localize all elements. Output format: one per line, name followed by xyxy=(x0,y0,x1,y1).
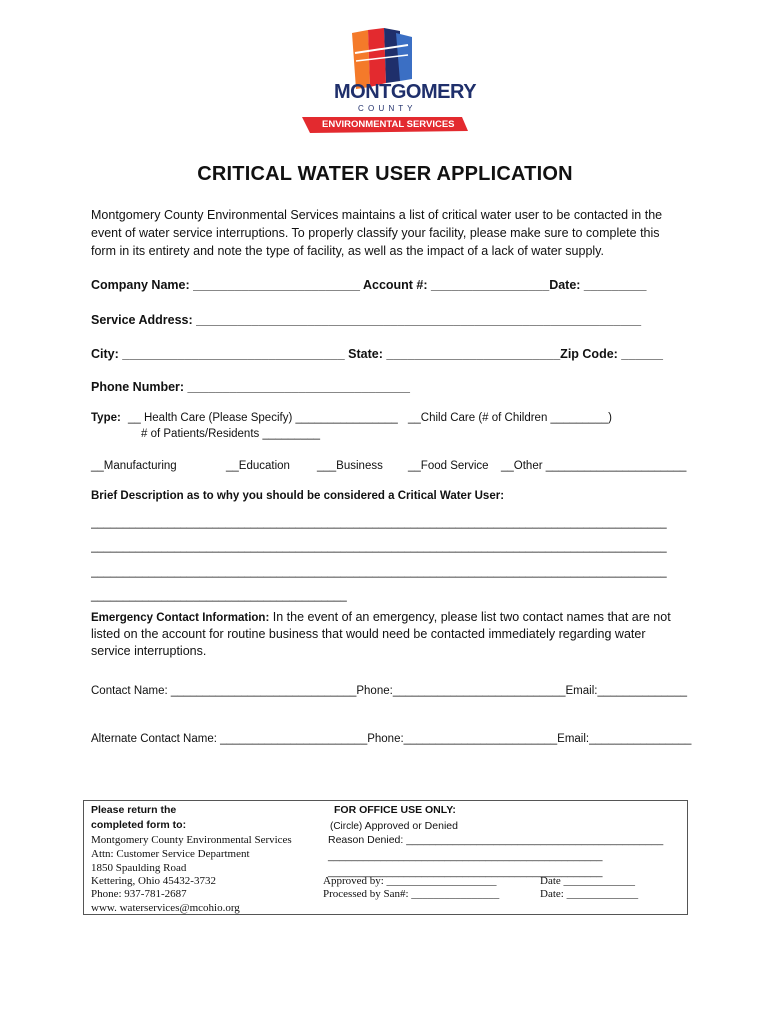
food-service-option[interactable]: __Food Service xyxy=(408,460,489,472)
description-label: Brief Description as to why you should be considered a Critical Water User: xyxy=(91,490,505,502)
logo-text-montgomery: MONTGOMERY xyxy=(334,81,477,103)
approved-by-field[interactable]: Approved by: ____________________ xyxy=(323,875,497,887)
description-line-2[interactable]: __________________________________________________________________________________________ xyxy=(91,541,667,553)
emergency-text-line-1 xyxy=(91,610,671,624)
intro-line-2: event of water service interruptions. To properly classify your facility, please make sure to complete this xyxy=(91,226,660,240)
emergency-text-line-3: service interruptions. xyxy=(91,644,207,658)
return-address-line-3: 1850 Spaulding Road xyxy=(91,862,187,874)
logo-text-county: C O U N T Y xyxy=(358,104,414,113)
page-title: CRITICAL WATER USER APPLICATION xyxy=(197,163,573,185)
return-address-line-1: Montgomery County Environmental Services xyxy=(91,834,292,846)
description-line-1[interactable]: __________________________________________________________________________________________ xyxy=(91,517,667,529)
reason-denied-line-2[interactable]: _______________________________________________ xyxy=(328,850,603,862)
city-state-zip-field[interactable]: City: ________________________________ State: _________________________Zip Code: ______ xyxy=(91,347,663,361)
health-care-option[interactable]: __ Health Care (Please Specify) ________________ xyxy=(128,412,398,424)
circle-label: (Circle) xyxy=(330,821,363,832)
emergency-text-line-2: listed on the account for routine business that would need be contacted immediately regarding water xyxy=(91,627,646,641)
date-field-2[interactable]: Date: _____________ xyxy=(540,888,639,900)
date-field-1[interactable]: Date _____________ xyxy=(540,875,636,887)
return-heading-1: Please return the xyxy=(91,804,177,816)
emergency-text-1: In the event of an emergency, please list two contact names that are not xyxy=(272,610,671,624)
intro-line-3: form in its entirety and note the type of facility, as well as the impact of a lack of water supply. xyxy=(91,244,604,258)
service-address-field[interactable]: Service Address: ________________________________________________________________ xyxy=(91,313,642,327)
patients-residents-field[interactable]: # of Patients/Residents _________ xyxy=(141,428,321,440)
reason-denied-line-3[interactable]: _______________________________________________ xyxy=(328,866,603,878)
education-option[interactable]: __Education xyxy=(226,460,290,472)
approved-denied-line xyxy=(330,820,458,832)
description-line-4[interactable]: ________________________________________ xyxy=(91,590,347,602)
phone-number-field[interactable]: Phone Number: ________________________________ xyxy=(91,380,410,394)
manufacturing-option[interactable]: __Manufacturing xyxy=(91,460,177,472)
return-website-link[interactable]: www. waterservices@mcohio.org xyxy=(91,902,240,914)
business-option[interactable]: ___Business xyxy=(317,460,383,472)
child-care-option[interactable]: __Child Care (# of Children _________) xyxy=(408,412,612,424)
company-account-date-field[interactable]: Company Name: ________________________ Account #: _________________Date: _________ xyxy=(91,278,647,292)
other-option[interactable]: __Other ______________________ xyxy=(501,460,687,472)
contact-name-field[interactable]: Contact Name: _____________________________Phone:___________________________Email:______________ xyxy=(91,685,687,697)
logo-text-environmental-services: ENVIRONMENTAL SERVICES xyxy=(322,119,455,130)
emergency-label: Emergency Contact Information: xyxy=(91,612,270,624)
montgomery-county-logo xyxy=(300,25,477,137)
return-address-line-2: Attn: Customer Service Department xyxy=(91,848,250,860)
type-label: Type: xyxy=(91,412,121,424)
return-address-line-5: Phone: 937-781-2687 xyxy=(91,888,187,900)
description-line-3[interactable]: __________________________________________________________________________________________ xyxy=(91,566,667,578)
reason-denied-field[interactable]: Reason Denied: ____________________________________________ xyxy=(328,834,664,846)
office-use-heading: FOR OFFICE USE ONLY: xyxy=(334,804,456,816)
processed-by-field[interactable]: Processed by San#: ________________ xyxy=(323,888,500,900)
alternate-contact-field[interactable]: Alternate Contact Name: _______________________Phone:________________________Email:________________ xyxy=(91,733,692,745)
intro-line-1: Montgomery County Environmental Services maintains a list of critical water user to be contacted in the xyxy=(91,208,663,222)
return-address-line-4: Kettering, Ohio 45432-3732 xyxy=(91,875,216,887)
approved-denied-text[interactable]: Approved or Denied xyxy=(364,820,458,832)
return-heading-2: completed form to: xyxy=(91,819,187,831)
